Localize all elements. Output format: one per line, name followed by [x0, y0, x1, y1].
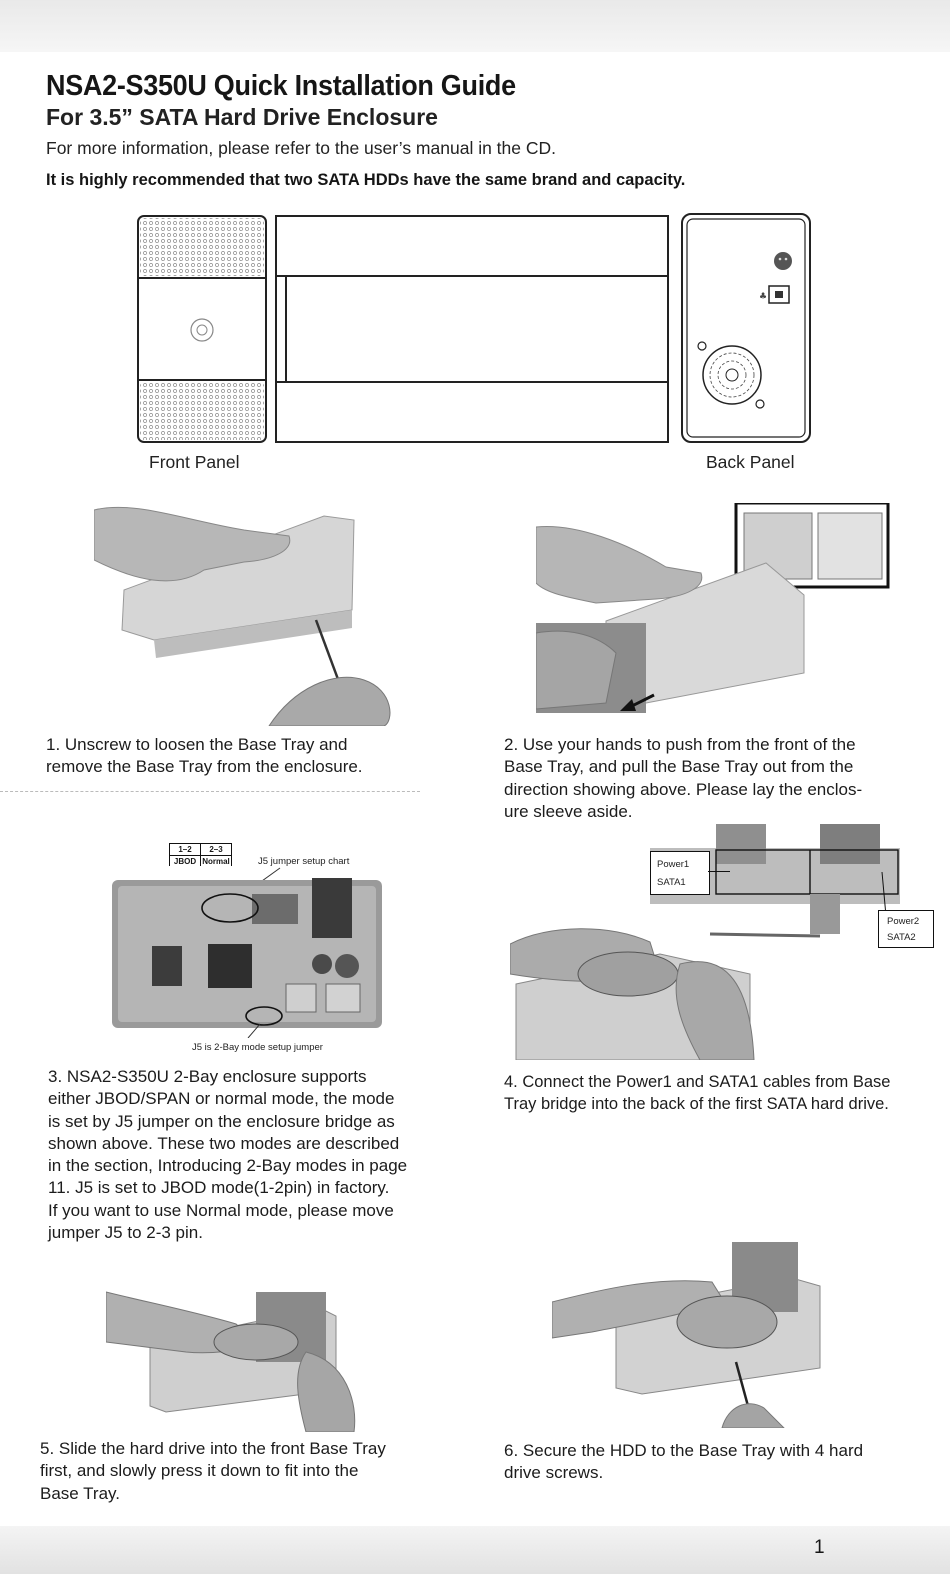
jumper-chart: [169, 843, 232, 868]
jumper-cell: 2–3: [201, 844, 232, 856]
step-line: in the section, Introducing 2-Bay modes in page: [48, 1156, 408, 1176]
callout-leader: [708, 871, 730, 872]
step-3-text: [48, 1066, 407, 1244]
step-line: 1. Unscrew to loosen the Base Tray and: [46, 735, 348, 754]
photo-secure-hdd: [552, 1242, 824, 1428]
step-line: drive screws.: [504, 1463, 604, 1483]
page-number: 1: [814, 1537, 825, 1558]
step-line: If you want to use Normal mode, please move: [48, 1200, 394, 1220]
step-line: 4. Connect the Power1 and SATA1 cables from Base: [504, 1073, 891, 1091]
step-line: remove the Base Tray from the enclosure.: [46, 757, 363, 777]
step-6-text: [504, 1440, 863, 1485]
step-line: is set by J5 jumper on the enclosure bridge as: [48, 1111, 395, 1131]
callout-power2-sata2: [878, 910, 934, 948]
photo-circuit-board: [112, 866, 384, 1038]
scan-bottom-band: [0, 1526, 950, 1574]
jumper-cell: Normal: [202, 857, 230, 866]
front-panel-label: Front Panel: [149, 452, 240, 472]
callout-line: SATA2: [887, 932, 916, 943]
callout-jumper-chart: J5 jumper setup chart: [258, 856, 350, 867]
side-panel-drawing: [276, 216, 668, 442]
step-line: Tray bridge into the back of the first SATA hard drive.: [504, 1095, 889, 1114]
step-line: ure sleeve aside.: [504, 801, 633, 821]
panel-diagram: [130, 208, 820, 453]
callout-line: Power2: [887, 916, 920, 927]
photo-pull-base-tray: [536, 503, 890, 715]
back-panel-label: Back Panel: [706, 452, 795, 472]
step-1-text: [46, 734, 363, 779]
step-line: shown above. These two modes are described: [48, 1133, 400, 1153]
step-5-text: [40, 1438, 386, 1505]
step-line: 6. Secure the HDD to the Base Tray with 4 hard: [504, 1441, 864, 1460]
svg-text:♣: ♣: [759, 292, 768, 302]
callout-line: Power1: [657, 859, 690, 870]
callout-line: SATA1: [657, 877, 686, 888]
step-4-text: [504, 1071, 890, 1116]
step-line: 2. Use your hands to push from the front of the: [504, 735, 856, 754]
step-line: first, and slowly press it down to fit into the: [40, 1461, 359, 1481]
info-line: For more information, please refer to the user’s manual in the CD.: [46, 138, 557, 158]
callout-power1-sata1: [650, 851, 710, 895]
front-panel-drawing: [138, 216, 266, 442]
step-line: Base Tray, and pull the Base Tray out from the: [504, 757, 854, 777]
step-line: direction showing above. Please lay the enclos-: [504, 779, 863, 799]
step-line: jumper J5 to 2-3 pin.: [48, 1223, 203, 1243]
scan-top-band: [0, 0, 950, 52]
page-subtitle: For 3.5” SATA Hard Drive Enclosure: [46, 104, 438, 130]
step-line: 5. Slide the hard drive into the front Base Tray: [40, 1439, 386, 1458]
jumper-cell: JBOD: [170, 856, 201, 868]
page-title: NSA2-S350U Quick Installation Guide: [46, 70, 516, 102]
cut-line: [0, 791, 420, 792]
jumper-cell: 1–2: [170, 844, 201, 856]
step-line: 3. NSA2-S350U 2-Bay enclosure supports: [48, 1067, 367, 1086]
callout-j5-jumper: J5 is 2-Bay mode setup jumper: [192, 1042, 323, 1053]
photo-connect-cables: [510, 824, 940, 1060]
step-line: either JBOD/SPAN or normal mode, the mode: [48, 1089, 395, 1109]
step-2-text: [504, 734, 862, 823]
step-line: Base Tray.: [40, 1483, 120, 1503]
photo-unscrew-base-tray: [94, 500, 394, 726]
back-panel-drawing: [682, 214, 810, 442]
warning-line: It is highly recommended that two SATA HDDs have the same brand and capacity.: [46, 171, 686, 189]
step-line: 11. J5 is set to JBOD mode(1-2pin) in factory.: [48, 1178, 390, 1198]
photo-slide-hard-drive: [106, 1272, 358, 1432]
